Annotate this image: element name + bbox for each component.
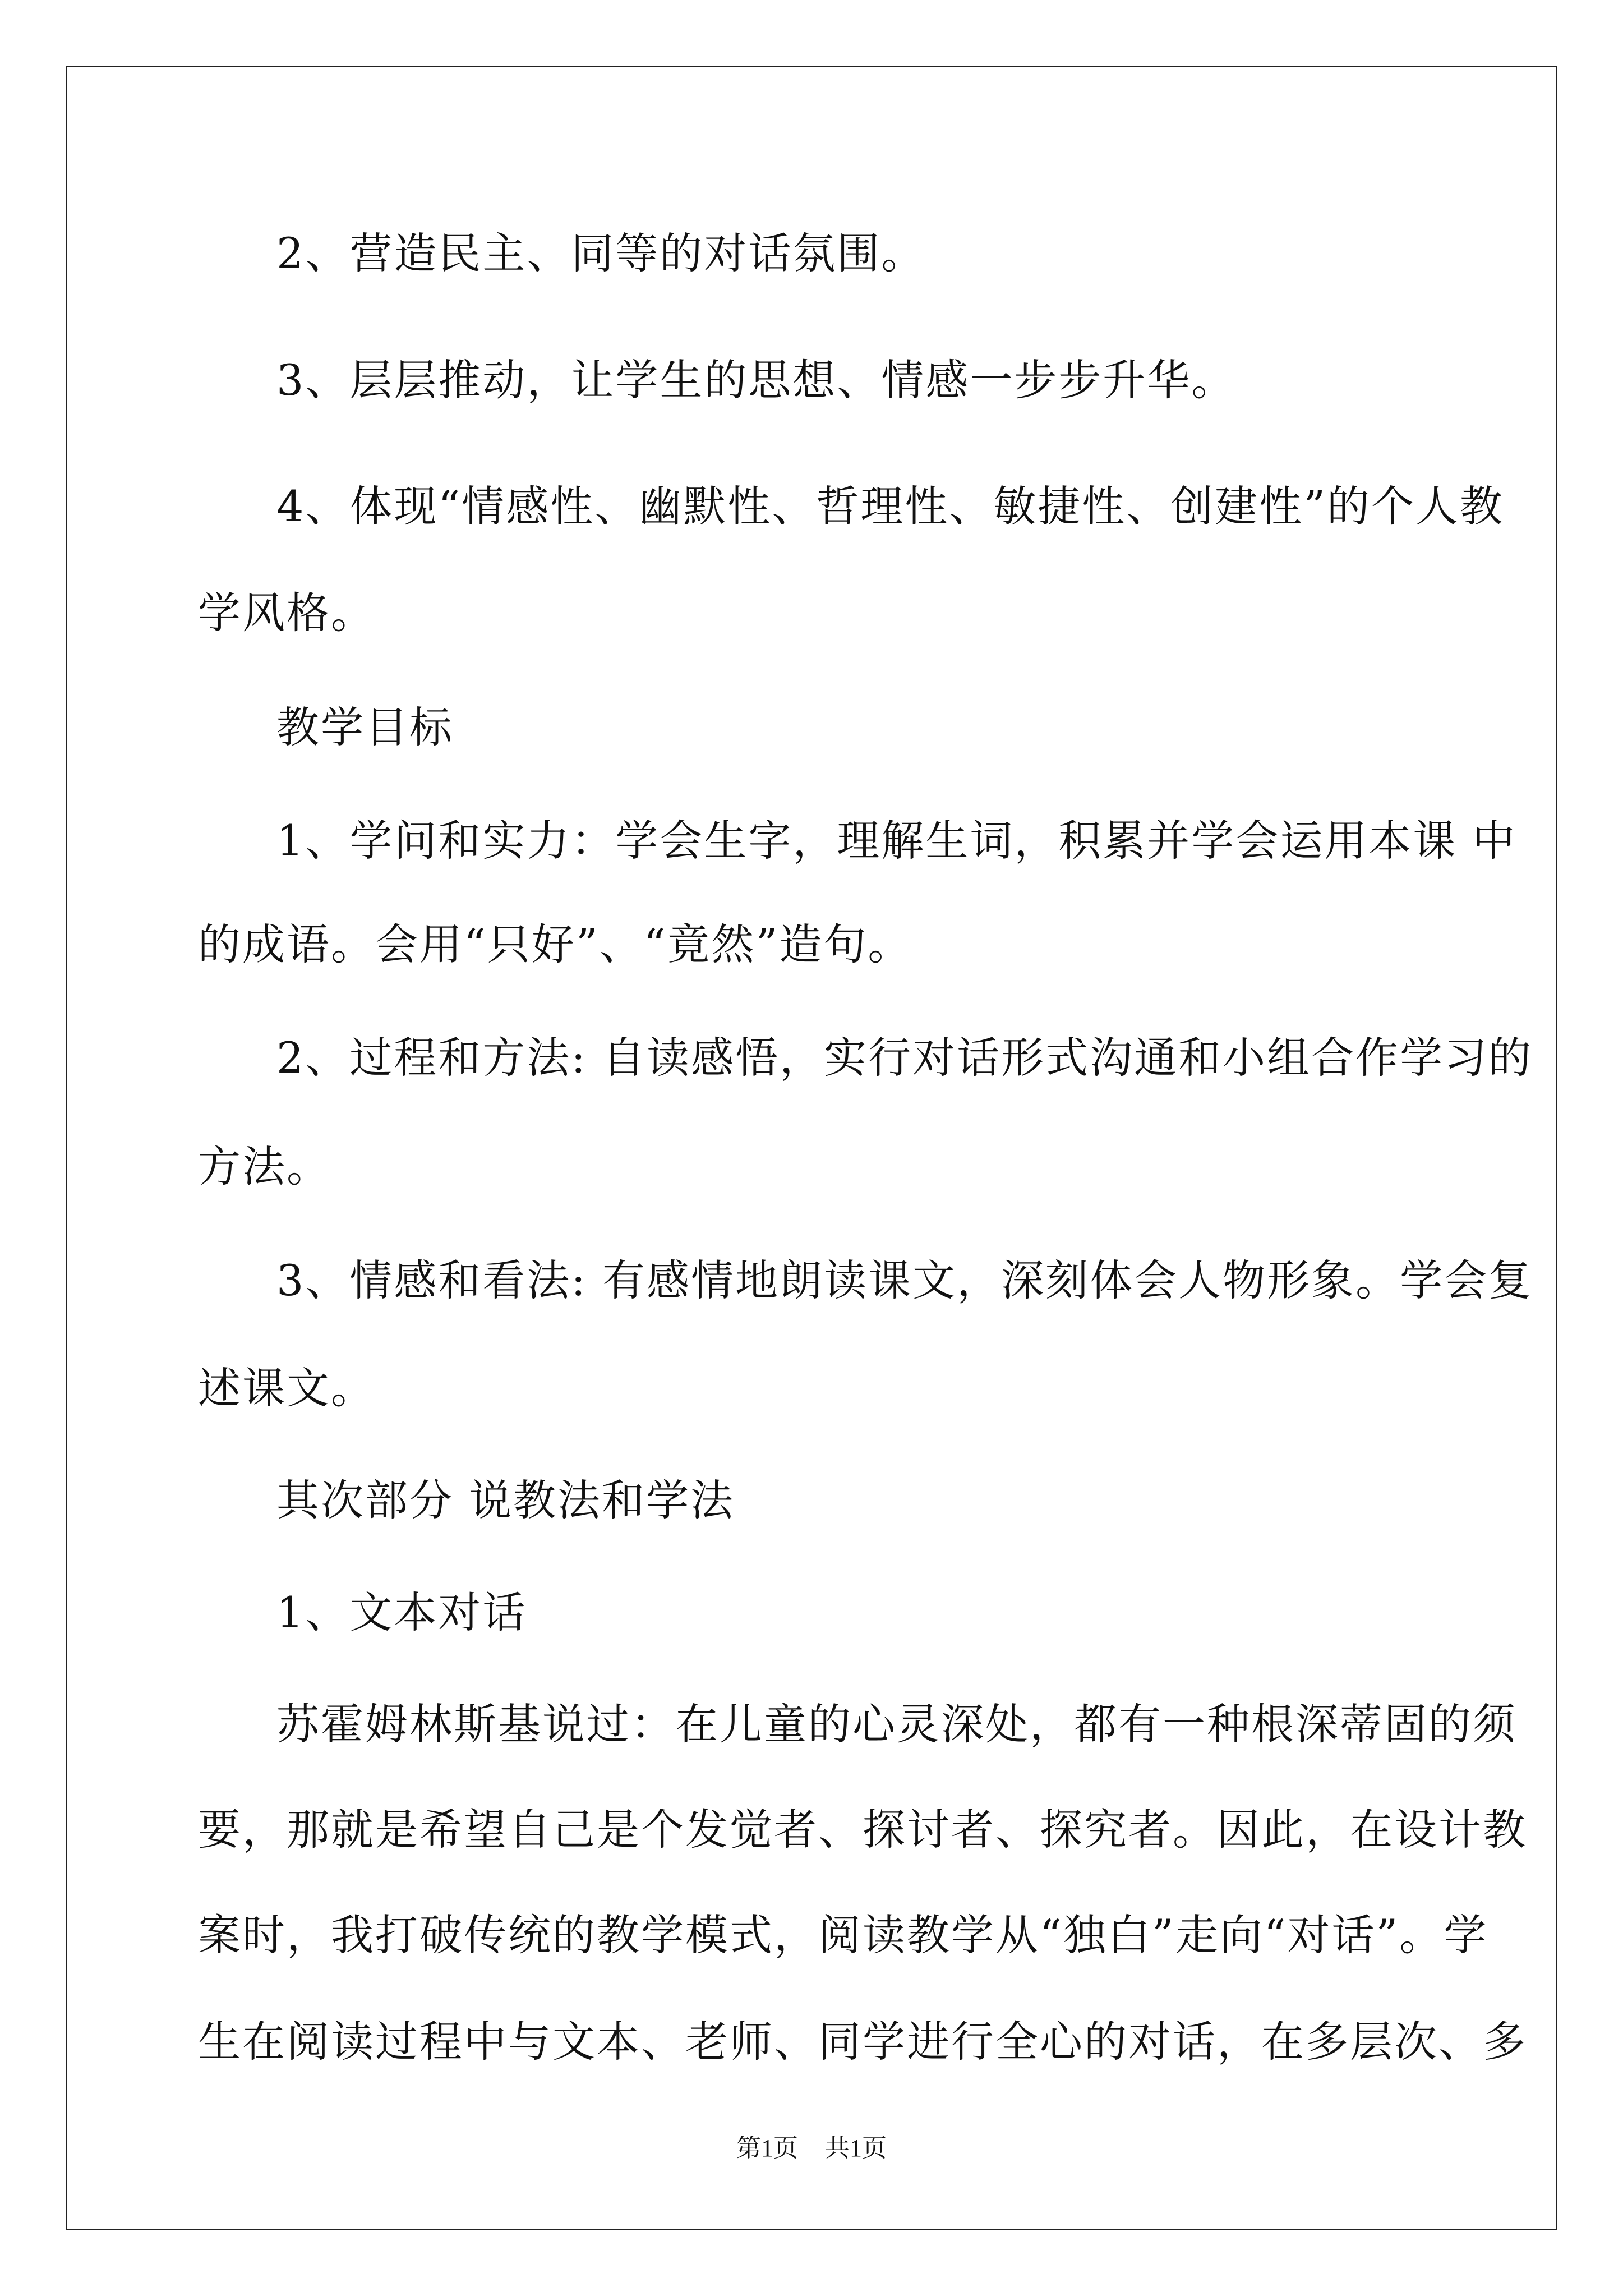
paragraph-line: 2、营造民主、同等的对话氛围。 [276, 228, 926, 278]
page-number: 第1页 [736, 2134, 798, 2162]
paragraph-line: 的成语。会用“只好”、“竟然”造句。 [198, 919, 912, 969]
paragraph-line: 2、过程和方法: 自读感悟，实行对话形式沟通和小组合作学习的 [276, 1033, 1533, 1083]
section-heading: 其次部分 说教法和学法 [276, 1475, 735, 1525]
page-total: 共1页 [825, 2134, 887, 2162]
paragraph-line: 方法。 [198, 1142, 331, 1191]
section-heading: 1、文本对话 [276, 1588, 527, 1637]
paragraph-line: 3、情感和看法: 有感情地朗读课文，深刻体会人物形象。学会复 [276, 1255, 1533, 1305]
paragraph-line: 案时，我打破传统的教学模式，阅读教学从“独白”走向“对话”。学 [198, 1910, 1488, 1960]
section-heading: 教学目标 [276, 702, 454, 752]
page-footer [0, 2132, 1623, 2165]
paragraph-line: 3、层层推动，让学生的思想、情感一步步升华。 [276, 355, 1236, 405]
paragraph-line: 生在阅读过程中与文本、老师、同学进行全心的对话，在多层次、多 [198, 2017, 1527, 2067]
paragraph-line: 4、体现“情感性、幽默性、哲理性、敏捷性、创建性”的个人教 [276, 481, 1505, 531]
paragraph-line: 述课文。 [198, 1363, 375, 1413]
paragraph-line: 学风格。 [198, 588, 375, 638]
paragraph-line: 要，那就是希望自己是个发觉者、探讨者、探究者。因此，在设计教 [198, 1805, 1527, 1855]
paragraph-line: 1、学问和实力：学会生字，理解生词，积累并学会运用本课 中 [276, 816, 1517, 866]
paragraph-line: 苏霍姆林斯基说过：在儿童的心灵深处，都有一种根深蒂固的须 [276, 1699, 1517, 1749]
